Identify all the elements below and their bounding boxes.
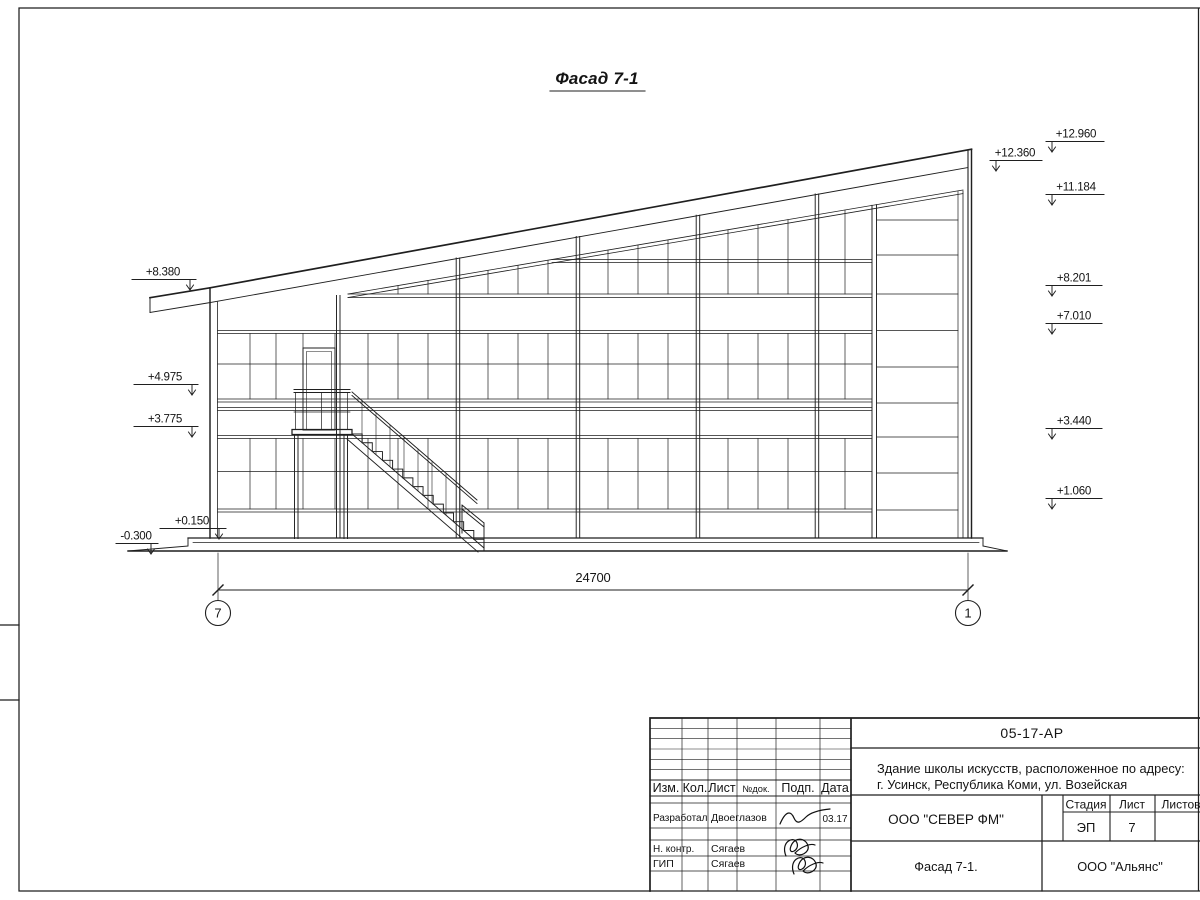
col-list: Лист [708, 781, 736, 795]
stage-header: Стадия [1065, 797, 1107, 812]
role-ncontr: Н. контр. [653, 844, 695, 855]
right-panel-band [877, 220, 958, 510]
name-developer: Двоеглазов [711, 812, 767, 824]
sheet-frame [0, 8, 1200, 891]
role-developer: Разработал [653, 813, 708, 824]
dimension-line [213, 553, 973, 601]
svg-text:+3.440: +3.440 [1056, 414, 1092, 428]
dimension-label: 24700 [575, 570, 611, 585]
svg-text:+4.975: +4.975 [147, 370, 183, 384]
axis-label-left: 7 [214, 605, 222, 621]
signature-gip [793, 857, 823, 874]
svg-text:+12.360: +12.360 [994, 146, 1036, 160]
sheets-total-header: Листов [1161, 797, 1200, 812]
svg-text:+3.775: +3.775 [147, 412, 183, 426]
svg-text:+11.184: +11.184 [1056, 180, 1096, 194]
elevation-mark [1046, 415, 1102, 440]
svg-text:+8.380: +8.380 [145, 265, 181, 279]
role-gip: ГИП [653, 858, 674, 870]
sheet-caption: Фасад 7-1. [914, 859, 978, 874]
elevation-mark [1046, 310, 1102, 335]
elevation-mark [160, 515, 226, 540]
entrance-door [303, 348, 335, 430]
elevation-mark [1046, 181, 1104, 206]
svg-text:+12.960: +12.960 [1055, 127, 1097, 141]
col-kol: Кол. [682, 781, 708, 795]
external-staircase [292, 390, 484, 553]
organization: ООО "СЕВЕР ФМ" [888, 812, 1004, 827]
svg-text:+1.060: +1.060 [1056, 484, 1092, 498]
project-name-line1: Здание школы искусств, расположенное по адресу: [877, 761, 1185, 776]
svg-text:-0.300: -0.300 [120, 529, 152, 543]
elevation-mark [1046, 128, 1104, 153]
name-gip: Сягаев [711, 858, 746, 870]
date-developer: 03.17 [822, 814, 848, 825]
svg-text:+8.201: +8.201 [1056, 271, 1092, 285]
col-podp: Подп. [781, 781, 815, 795]
sheet-value: 7 [1128, 820, 1136, 835]
elevation-mark [132, 266, 196, 291]
axis-markers [206, 601, 981, 626]
elevation-mark [990, 147, 1042, 172]
elevation-marks-right [990, 128, 1104, 510]
name-ncontr: Сягаев [711, 843, 746, 855]
project-name-line2: г. Усинск, Республика Коми, ул. Возейская [877, 777, 1128, 792]
stage-value: ЭП [1076, 820, 1096, 835]
contractor: ООО "Альянс" [1077, 859, 1163, 874]
roof-fascia [150, 149, 972, 312]
elevation-mark [134, 413, 198, 438]
doc-code: 05-17-АР [1000, 725, 1064, 741]
ground-and-plinth [128, 538, 1007, 551]
svg-text:+0.150: +0.150 [174, 514, 210, 528]
axis-label-right: 1 [964, 605, 972, 621]
signature-ncontr [785, 839, 815, 856]
window-bands [218, 331, 873, 513]
elevation-mark [134, 371, 198, 396]
elevation-mark [1046, 272, 1102, 297]
col-izm: Изм. [652, 781, 680, 795]
elevation-mark [1046, 485, 1102, 510]
svg-text:+7.010: +7.010 [1056, 309, 1092, 323]
view-title-label: Фасад 7-1 [555, 69, 639, 88]
title-block [650, 718, 1200, 891]
sheet-header: Лист [1118, 797, 1146, 812]
col-ndok: №док. [742, 784, 770, 794]
view-title [550, 69, 645, 91]
col-data: Дата [821, 781, 849, 795]
